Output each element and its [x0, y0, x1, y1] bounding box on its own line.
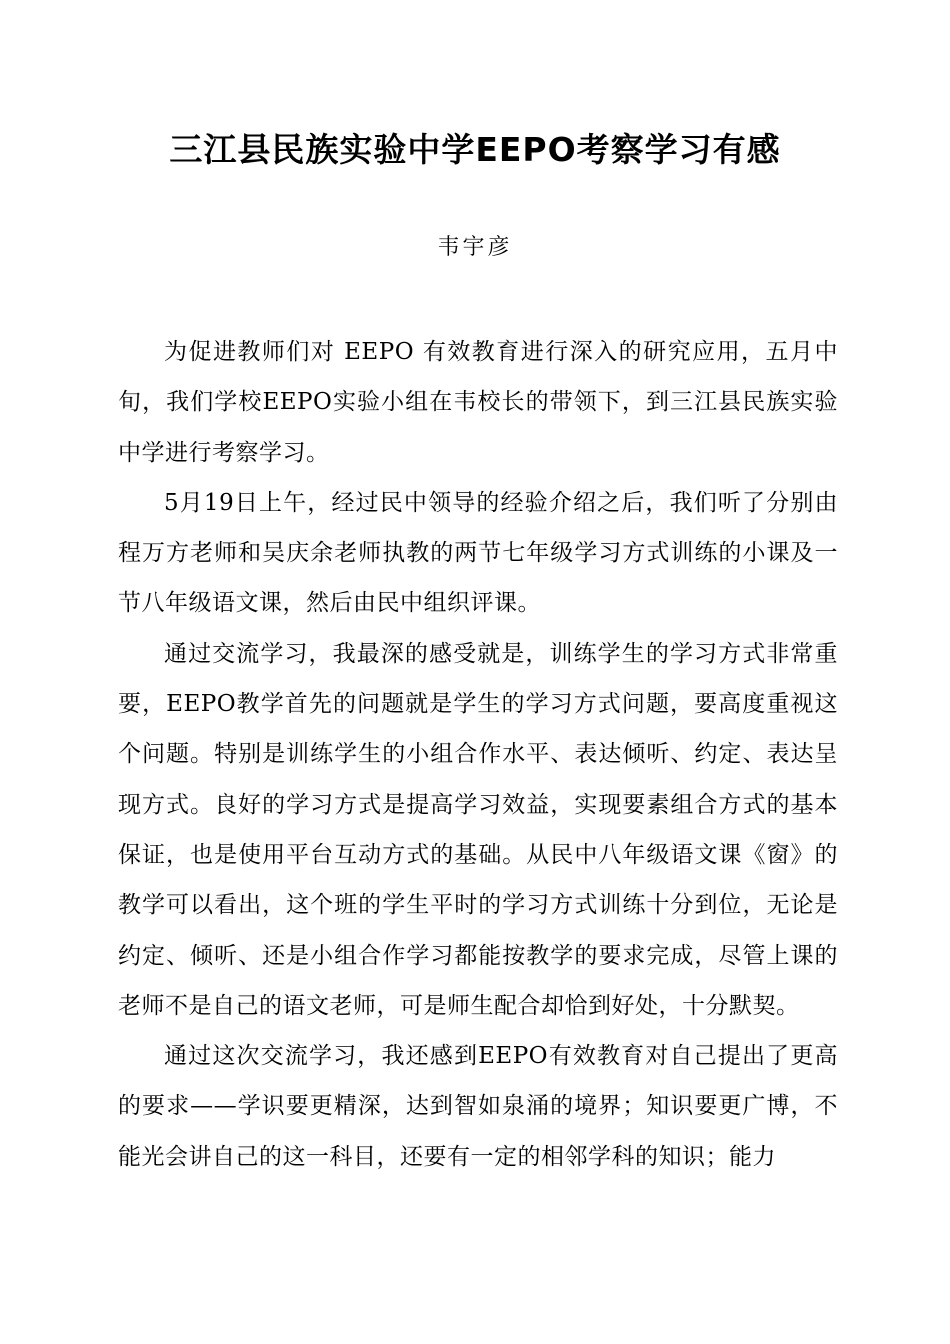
- document-body: [118, 327, 838, 1182]
- paragraph: 5月19日上午，经过民中领导的经验介绍之后，我们听了分别由程万方老师和吴庆余老师执教的两节七年级学习方式训练的小课及一节八年级语文课，然后由民中组织评课。: [118, 489, 838, 617]
- paragraph: 为促进教师们对 EEPO 有效教育进行深入的研究应用，五月中旬，我们学校EEPO实验小组在韦校长的带领下，到三江县民族实验中学进行考察学习。: [118, 339, 838, 466]
- paragraph: 通过这次交流学习，我还感到EEPO有效教育对自己提出了更高的要求——学识要更精深，达到智如泉涌的境界；知识要更广博，不能光会讲自己的这一科目，还要有一定的相邻学科的知识；能力: [118, 1043, 838, 1170]
- document-title: 三江县民族实验中学EEPO考察学习有感: [169, 130, 781, 169]
- paragraph: 通过交流学习，我最深的感受就是，训练学生的学习方式非常重要，EEPO教学首先的问题就是学生的学习方式问题，要高度重视这个问题。特别是训练学生的小组合作水平、表达倾听、约定、表达呈现方式。良好的学习方式是提高学习效益，实现要素组合方式的基本保证，也是使用平台互动方式的基础。从民中八年级语文课《窗》的教学可以看出，这个班的学生平时的学习方式训练十分到位，无论是约定、倾听、还是小组合作学习都能按教学的要求完成，尽管上课的老师不是自己的语文老师，可是师生配合却恰到好处，十分默契。: [118, 640, 838, 1019]
- document-author: 韦宇彦: [437, 235, 513, 260]
